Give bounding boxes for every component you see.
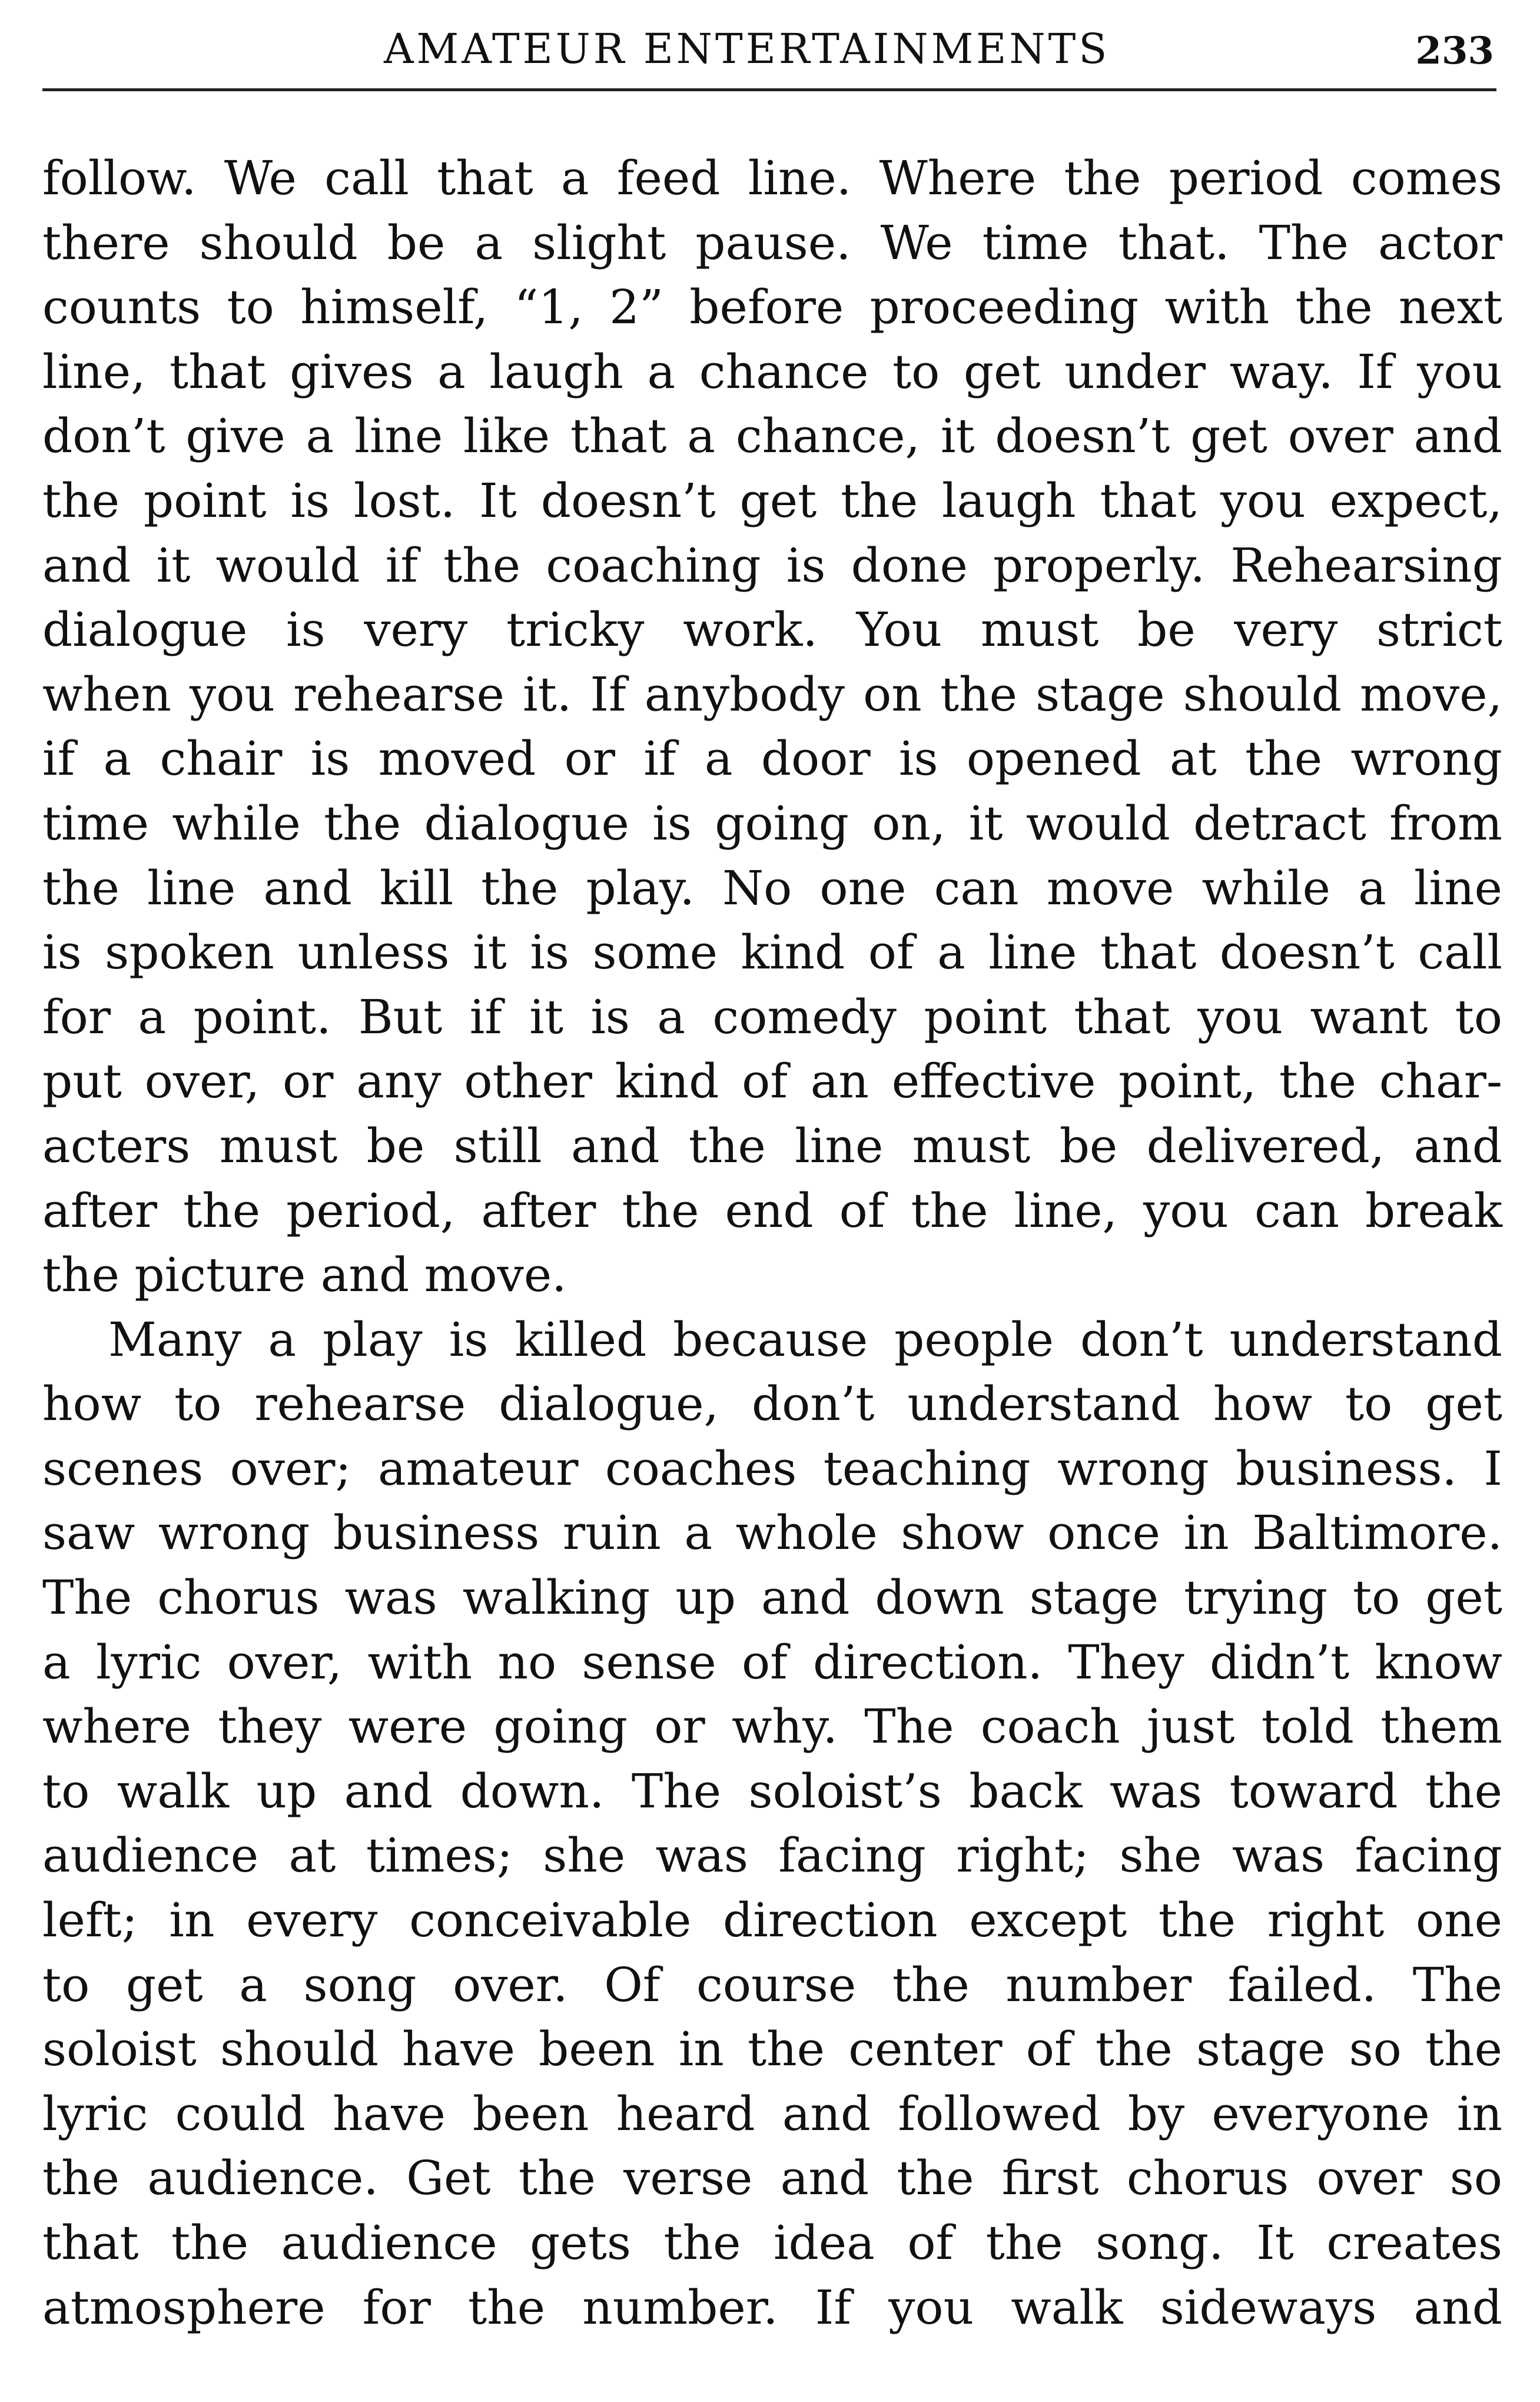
text-line: that the audience gets the idea of the song. It creates — [42, 2215, 1502, 2270]
text-line: lyric could have been heard and followed by everyone in — [42, 2086, 1502, 2141]
text-line: after the period, after the end of the line, you can break — [42, 1183, 1502, 1238]
header-rule — [42, 88, 1496, 91]
text-line: left; in every conceivable direction except the right one — [42, 1893, 1502, 1948]
text-line: acters must be still and the line must be delivered, and — [42, 1118, 1502, 1173]
text-line: and it would if the coaching is done properly. Rehearsing — [42, 538, 1502, 593]
page-number: 233 — [1415, 29, 1494, 73]
text-line: line, that gives a laugh a chance to get under way. If you — [42, 344, 1502, 399]
text-line: don’t give a line like that a chance, it doesn’t get over and — [42, 409, 1502, 464]
text-line: soloist should have been in the center of the stage so the — [42, 2022, 1502, 2077]
text-line: is spoken unless it is some kind of a line that doesn’t call — [42, 925, 1502, 980]
text-line: scenes over; amateur coaches teaching wrong business. I — [42, 1441, 1502, 1496]
text-line: counts to himself, “1, 2” before proceeding with the next — [42, 280, 1502, 335]
body-text — [42, 146, 1502, 2340]
running-head: AMATEUR ENTERTAINMENTS — [384, 25, 1110, 73]
text-line: when you rehearse it. If anybody on the stage should move, — [42, 666, 1502, 722]
text-line: dialogue is very tricky work. You must be very strict — [42, 602, 1502, 658]
text-line: to get a song over. Of course the number failed. The — [42, 1957, 1502, 2012]
text-line: how to rehearse dialogue, don’t understand how to get — [42, 1376, 1502, 1432]
text-line: to walk up and down. The soloist’s back was toward the — [42, 1763, 1502, 1819]
text-line: the line and kill the play. No one can move while a line — [42, 860, 1502, 915]
text-line: audience at times; she was facing right; she was facing — [42, 1828, 1502, 1883]
text-line: for a point. But if it is a comedy point that you want to — [42, 989, 1502, 1044]
text-line: a lyric over, with no sense of direction. They didn’t know — [42, 1634, 1502, 1690]
text-line: the audience. Get the verse and the first chorus over so — [42, 2151, 1502, 2206]
paragraph — [42, 1308, 1502, 2340]
text-line: the picture and move. — [42, 1248, 567, 1303]
text-line: saw wrong business ruin a whole show once in Baltimore. — [42, 1505, 1502, 1561]
text-line: atmosphere for the number. If you walk sideways and — [42, 2280, 1502, 2335]
text-line: if a chair is moved or if a door is opened at the wrong — [42, 731, 1502, 787]
text-line: the point is lost. It doesn’t get the laugh that you expect, — [42, 473, 1502, 528]
text-line: follow. We call that a feed line. Where the period comes — [42, 151, 1502, 205]
text-line: time while the dialogue is going on, it would detract from — [42, 795, 1502, 851]
paragraph — [42, 146, 1502, 1308]
text-line: The chorus was walking up and down stage trying to get — [42, 1570, 1502, 1625]
page-header — [42, 22, 1502, 75]
text-line: where they were going or why. The coach just told them — [42, 1699, 1502, 1754]
text-line: put over, or any other kind of an effective point, the char- — [42, 1054, 1502, 1109]
text-line: Many a play is killed because people don’t understand — [108, 1312, 1502, 1367]
text-line: there should be a slight pause. We time that. The actor — [42, 215, 1502, 270]
